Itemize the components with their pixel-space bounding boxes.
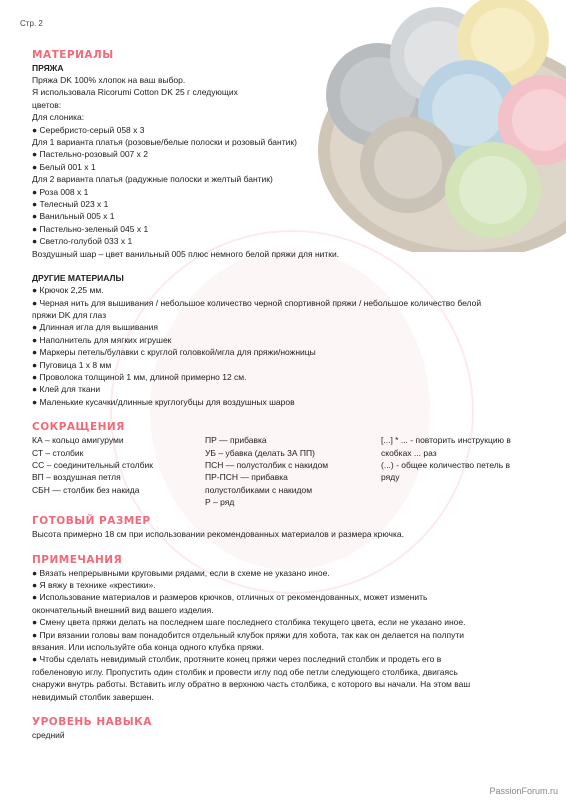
list-item: Для 1 варианта платья (розовые/белые полоски и розовый бантик) bbox=[32, 137, 297, 148]
list-item: вязания. Или используйте оба конца одного клубка пряжи. bbox=[32, 642, 265, 652]
abbreviation-item: СТ – столбик bbox=[32, 447, 84, 458]
list-item: ● Вязать непрерывными круговыми рядами, если в схеме не указано иное. bbox=[32, 567, 330, 578]
abbreviations-column-3 bbox=[381, 434, 511, 484]
list-item: ● Пастельно-розовый 007 x 2 bbox=[32, 149, 148, 160]
list-item: ● Клей для ткани bbox=[32, 384, 101, 395]
list-item: Воздушный шар – цвет ванильный 005 плюс немного белой пряжи для нитки. bbox=[32, 248, 340, 259]
list-item: ● Смену цвета пряжи делать на последнем шаге последнего столбика текущего цвета, если не указано иное. bbox=[32, 617, 466, 628]
abbreviation-item: Р – ряд bbox=[205, 497, 235, 508]
abbreviations-column-2 bbox=[205, 434, 328, 508]
list-item: ● Пастельно-зеленый 045 x 1 bbox=[32, 223, 149, 234]
abbreviation-item: полустолбиками с накидом bbox=[205, 484, 313, 495]
list-item: ● Чтобы сделать невидимый столбик, протяните конец пряжи через последний столбик и продеть его в bbox=[32, 654, 442, 665]
list-item: ● Маленькие кусачки/длинные круглогубцы для воздушных шаров bbox=[32, 396, 295, 407]
list-item: ● Я вяжу в технике «крестики». bbox=[32, 579, 156, 590]
list-item: ● Пуговица 1 x 8 мм bbox=[32, 359, 112, 370]
abbreviation-item: ПР-ПСН — прибавка bbox=[205, 472, 288, 483]
list-item: снаружи внутрь работы. Вставить иглу обратно в верхнюю часть столбика, с которого вы начали. На этом ваш bbox=[32, 679, 471, 690]
yarn-list bbox=[32, 74, 552, 260]
list-item: ● Маркеры петель/булавки с круглой головкой/игла для пряжи/ножницы bbox=[32, 347, 316, 358]
skill-level-heading: УРОВЕНЬ НАВЫКА bbox=[32, 716, 152, 729]
list-item: Пряжа DK 100% хлопок на ваш выбор. bbox=[32, 75, 186, 85]
list-item: ● Использование материалов и размеров крючков, отличных от рекомендованных, может изменить bbox=[32, 592, 428, 603]
abbreviation-item: [...] * ... - повторить инструкцию в bbox=[381, 435, 511, 446]
list-item: Я использовала Ricorumi Cotton DK 25 г следующих bbox=[32, 87, 238, 98]
other-materials-subheading: ДРУГИЕ МАТЕРИАЛЫ bbox=[32, 273, 124, 284]
other-materials-list bbox=[32, 284, 552, 408]
list-item: ● Длинная игла для вышивания bbox=[32, 322, 159, 333]
yarn-subheading: ПРЯЖА bbox=[32, 63, 64, 73]
abbreviation-item: скобках ... раз bbox=[381, 447, 437, 458]
notes-heading: ПРИМЕЧАНИЯ bbox=[32, 553, 123, 566]
list-item: пряжи DK для глаз bbox=[32, 309, 107, 320]
list-item: ● Наполнитель для мягких игрушек bbox=[32, 334, 172, 345]
skill-level-text: средний bbox=[32, 730, 65, 741]
list-item: ● Белый 001 x 1 bbox=[32, 161, 96, 172]
list-item: цветов: bbox=[32, 99, 62, 110]
list-item: ● Светло-голубой 033 x 1 bbox=[32, 236, 133, 247]
abbreviations-heading: СОКРАЩЕНИЯ bbox=[32, 421, 125, 434]
materials-heading: МАТЕРИАЛЫ bbox=[32, 49, 114, 61]
list-item: окончательный внешний вид вашего изделия. bbox=[32, 604, 214, 615]
abbreviation-item: СБН — столбик без накида bbox=[32, 484, 140, 495]
list-item: гобеленовую иглу. Пропустить один столбик и провести иглу под обе петли следующего столбика, двигаясь bbox=[32, 666, 458, 677]
abbreviation-item: УБ – убавка (делать 3А ПП) bbox=[205, 447, 315, 458]
abbreviation-item: ВП – воздушная петля bbox=[32, 472, 121, 483]
list-item: Для 2 варианта платья (радужные полоски и желтый бантик) bbox=[32, 174, 273, 185]
abbreviation-item: (...) - общее количество петель в bbox=[381, 459, 511, 470]
list-item: ● Роза 008 x 1 bbox=[32, 186, 89, 197]
list-item: невидимый столбик завершен. bbox=[32, 691, 154, 702]
site-watermark: PassionForum.ru bbox=[489, 786, 558, 796]
list-item: ● Телесный 023 x 1 bbox=[32, 199, 109, 210]
abbreviation-item: СС – соединительный столбик bbox=[32, 459, 153, 470]
list-item: ● Ванильный 005 x 1 bbox=[32, 211, 115, 222]
finished-size-text: Высота примерно 18 см при использовании рекомендованных материалов и размера крючка. bbox=[32, 529, 404, 540]
list-item: Для слоника: bbox=[32, 112, 85, 123]
list-item: ● Серебристо-серый 058 x 3 bbox=[32, 124, 145, 135]
notes-list bbox=[32, 567, 552, 703]
abbreviation-item: ряду bbox=[381, 472, 400, 483]
abbreviation-item: ПР — прибавка bbox=[205, 435, 267, 446]
abbreviation-item: КА – кольцо амигуруми bbox=[32, 435, 124, 446]
list-item: ● Крючок 2,25 мм. bbox=[32, 285, 104, 296]
page-content bbox=[32, 48, 552, 741]
list-item: ● Черная нить для вышивания / небольшое количество черной спортивной пряжи / небольшое количество белой bbox=[32, 297, 482, 308]
abbreviations-table bbox=[32, 434, 552, 514]
abbreviation-item: ПСН — полустолбик с накидом bbox=[205, 459, 329, 470]
list-item: ● Проволока толщиной 1 мм, длиной примерно 12 см. bbox=[32, 371, 247, 382]
abbreviations-column-1 bbox=[32, 434, 153, 496]
finished-size-heading: ГОТОВЫЙ РАЗМЕР bbox=[32, 515, 151, 528]
list-item: ● При вязании головы вам понадобится отдельный клубок пряжи для хобота, так как он делается на полпути bbox=[32, 629, 465, 640]
page-number: Стр. 2 bbox=[20, 19, 43, 28]
